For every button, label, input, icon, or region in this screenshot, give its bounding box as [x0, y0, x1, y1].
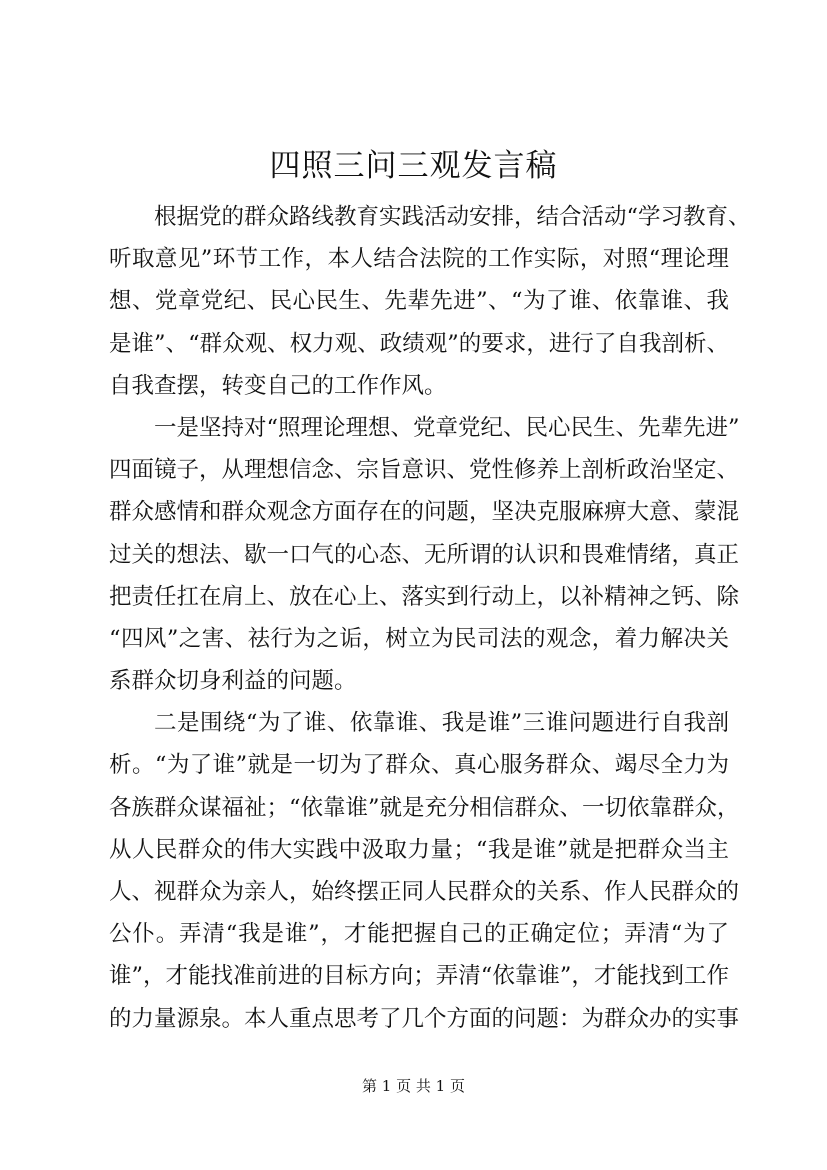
body-line: 谁”，才能找准前进的目标方向；弄清“依靠谁”，才能找到工作	[109, 963, 729, 990]
body-line: 二是围绕“为了谁、依靠谁、我是谁”三谁问题进行自我剖	[154, 710, 729, 737]
body-line: 一是坚持对“照理论理想、党章党纪、民心民生、先辈先进”	[154, 414, 740, 441]
page-footer: 第 1 页 共 1 页	[362, 1077, 465, 1095]
document-body	[109, 196, 751, 1040]
document-title: 四照三问三观发言稿	[269, 148, 558, 184]
body-line: 听取意见”环节工作，本人结合法院的工作实际，对照“理论理	[109, 246, 729, 273]
body-line: 从人民群众的伟大实践中汲取力量；“我是谁”就是把群众当主	[109, 836, 729, 863]
body-line: 系群众切身利益的问题。	[109, 668, 357, 695]
body-line: 根据党的群众路线教育实践活动安排，结合活动“学习教育、	[154, 204, 751, 230]
body-line: 各族群众谋福祉；“依靠谁”就是充分相信群众、一切依靠群众，	[109, 794, 740, 821]
body-line: 把责任扛在肩上、放在心上、落实到行动上，以补精神之钙、除	[109, 583, 740, 610]
body-line: 公仆。弄清“我是谁”，才能把握自己的正确定位；弄清“为了	[109, 921, 729, 948]
body-line: 四面镜子，从理想信念、宗旨意识、党性修养上剖析政治坚定、	[109, 457, 740, 484]
body-line: 自我查摆，转变自己的工作作风。	[109, 372, 447, 399]
body-line: 想、党章党纪、民心民生、先辈先进”、“为了谁、依靠谁、我	[109, 288, 729, 315]
body-line: 人、视群众为亲人，始终摆正同人民群众的关系、作人民群众的	[109, 879, 740, 905]
body-line: 群众感情和群众观念方面存在的问题，坚决克服麻痹大意、蒙混	[109, 499, 740, 526]
body-line: 是谁”、“群众观、权力观、政绩观”的要求，进行了自我剖析、	[109, 330, 729, 357]
body-line: 过关的想法、歇一口气的心态、无所谓的认识和畏难情绪，真正	[109, 541, 740, 568]
body-line: “四风”之害、祛行为之诟，树立为民司法的观念，着力解决关	[109, 625, 729, 652]
body-line: 的力量源泉。本人重点思考了几个方面的问题：为群众办的实事	[109, 1005, 740, 1032]
body-line: 析。“为了谁”就是一切为了群众、真心服务群众、竭尽全力为	[109, 752, 729, 779]
